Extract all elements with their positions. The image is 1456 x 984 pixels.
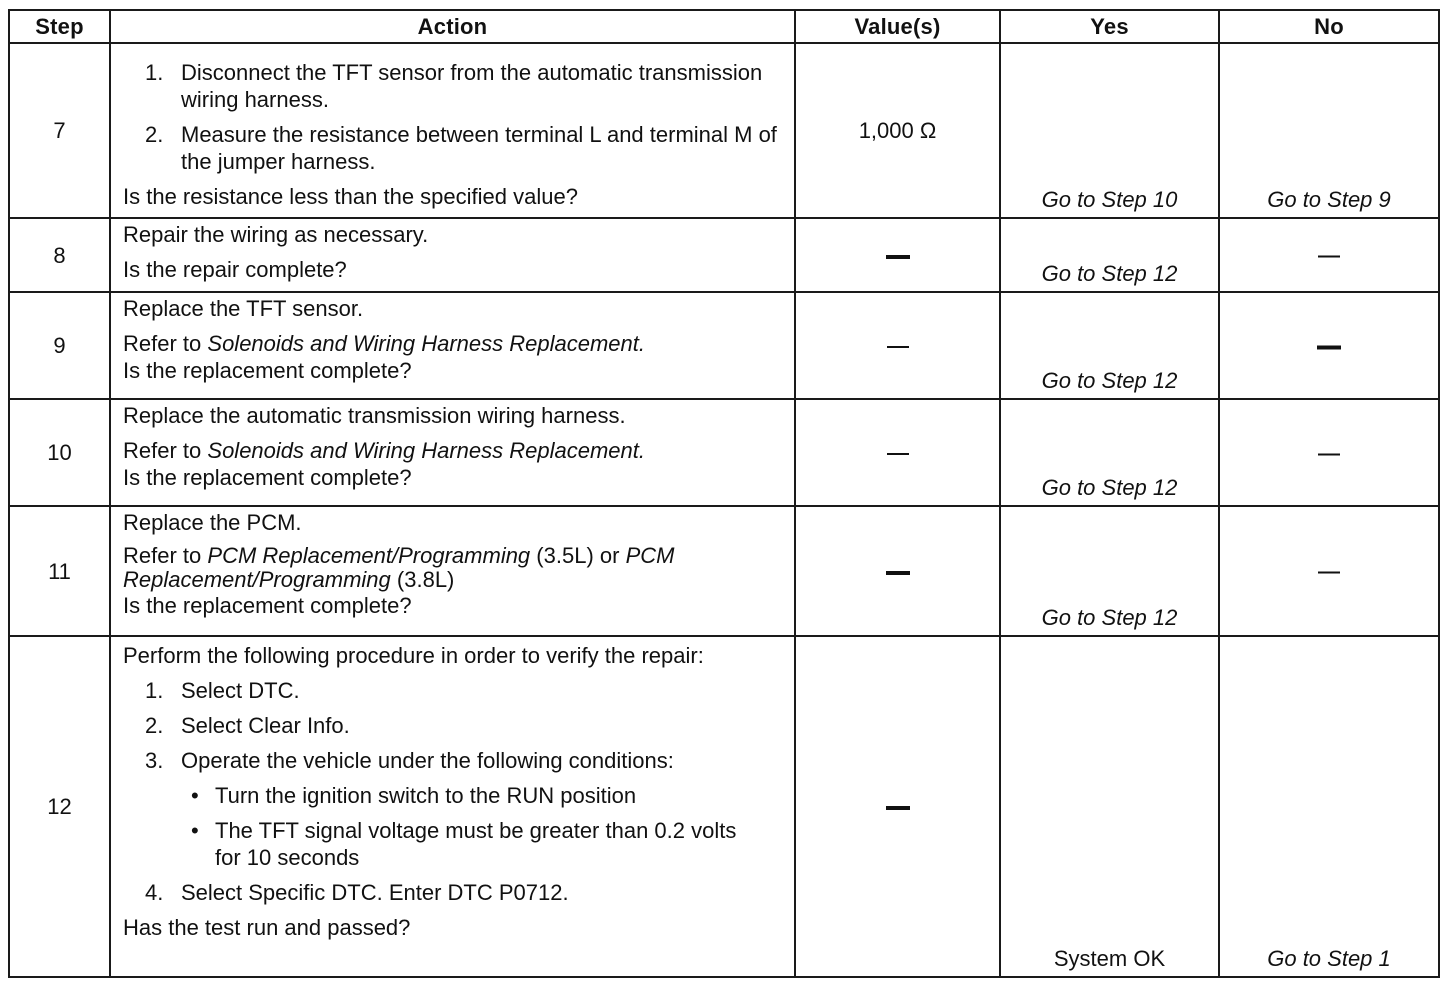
yes-cell <box>1000 506 1219 636</box>
refer-prefix: Refer to <box>123 543 202 568</box>
question-text: Is the replacement complete? <box>123 465 412 490</box>
yes-outcome: Go to Step 12 <box>1041 261 1178 286</box>
question-text: Is the repair complete? <box>123 257 347 282</box>
table-row <box>9 399 1439 506</box>
yes-cell <box>1000 43 1219 218</box>
step-number: 12 <box>9 636 110 977</box>
question-text: Is the replacement complete? <box>123 593 412 618</box>
list-item <box>123 817 786 871</box>
value-cell <box>795 636 1000 977</box>
step-number: 9 <box>9 292 110 399</box>
refer-text <box>123 330 786 357</box>
refer-prefix: Refer to <box>123 331 202 356</box>
yes-outcome: System OK <box>1053 946 1166 971</box>
value-cell: 1,000 Ω <box>795 43 1000 218</box>
diagnostic-table <box>8 9 1440 978</box>
action-cell <box>110 399 795 506</box>
refer-document: PCM Replacement/Programming <box>123 543 675 592</box>
action-cell <box>110 292 795 399</box>
instruction-list <box>123 59 786 175</box>
action-cell <box>110 636 795 977</box>
refer-prefix: Refer to <box>123 438 202 463</box>
action-text: Repair the wiring as necessary. <box>123 222 429 247</box>
item-number: 3. <box>145 748 164 773</box>
no-cell <box>1219 43 1439 218</box>
yes-cell <box>1000 218 1219 292</box>
action-cell <box>110 43 795 218</box>
step-number: 11 <box>9 506 110 636</box>
value-dash <box>886 255 910 259</box>
condition-text: The TFT signal voltage must be greater than 0.2 volts for 10 seconds <box>215 818 737 870</box>
item-text: Select DTC. <box>181 678 300 703</box>
table-row <box>9 506 1439 636</box>
value-cell <box>795 292 1000 399</box>
refer-text <box>123 544 786 592</box>
value-dash <box>886 571 910 575</box>
condition-list <box>123 782 786 871</box>
value-dash <box>886 806 910 810</box>
refer-document: PCM Replacement/Programming <box>207 543 531 568</box>
value-cell <box>795 506 1000 636</box>
header-yes: Yes <box>1000 10 1219 43</box>
item-text: Measure the resistance between terminal L and terminal M of the jumper harness. <box>181 122 777 174</box>
yes-cell <box>1000 399 1219 506</box>
no-cell <box>1219 636 1439 977</box>
table-row <box>9 43 1439 218</box>
item-number: 1. <box>145 60 164 85</box>
refer-text <box>123 437 786 464</box>
no-outcome-dash <box>1220 558 1438 585</box>
value-dash <box>887 346 909 348</box>
item-number: 1. <box>145 678 164 703</box>
yes-cell <box>1000 292 1219 399</box>
list-item <box>123 677 786 704</box>
list-item <box>123 121 786 175</box>
step-number: 8 <box>9 218 110 292</box>
item-text: Select Specific DTC. Enter DTC P0712. <box>181 880 569 905</box>
header-step: Step <box>9 10 110 43</box>
bullet-icon: • <box>191 783 199 808</box>
yes-cell <box>1000 636 1219 977</box>
yes-outcome: Go to Step 10 <box>1041 187 1178 212</box>
step-number: 10 <box>9 399 110 506</box>
no-outcome-dash <box>1220 242 1438 269</box>
action-text: Replace the automatic transmission wiring harness. <box>123 403 626 428</box>
value-dash <box>887 453 909 455</box>
action-cell <box>110 506 795 636</box>
item-number: 2. <box>145 122 164 147</box>
action-text: Replace the TFT sensor. <box>123 296 364 321</box>
table-row <box>9 292 1439 399</box>
no-outcome-dash <box>1220 439 1438 466</box>
table-row <box>9 218 1439 292</box>
header-no: No <box>1219 10 1439 43</box>
action-text: Replace the PCM. <box>123 510 302 535</box>
item-text: Operate the vehicle under the following conditions: <box>181 748 674 773</box>
procedure-intro: Perform the following procedure in order to verify the repair: <box>123 643 704 668</box>
item-number: 2. <box>145 713 164 738</box>
question-text: Is the resistance less than the specified value? <box>123 184 578 209</box>
yes-outcome: Go to Step 12 <box>1041 475 1178 500</box>
list-item <box>123 782 786 809</box>
condition-text: Turn the ignition switch to the RUN position <box>215 783 637 808</box>
refer-document: Solenoids and Wiring Harness Replacement. <box>207 438 645 463</box>
no-outcome: Go to Step 9 <box>1267 187 1391 212</box>
table-row <box>9 636 1439 977</box>
yes-outcome: Go to Step 12 <box>1041 368 1178 393</box>
step-number: 7 <box>9 43 110 218</box>
header-action: Action <box>110 10 795 43</box>
header-values: Value(s) <box>795 10 1000 43</box>
bullet-icon: • <box>191 818 199 843</box>
no-cell <box>1219 292 1439 399</box>
value-cell <box>795 218 1000 292</box>
no-outcome: Go to Step 1 <box>1267 946 1391 971</box>
list-item <box>123 712 786 739</box>
question-text: Has the test run and passed? <box>123 915 411 940</box>
header-row <box>9 10 1439 43</box>
no-cell <box>1219 399 1439 506</box>
item-text: Select Clear Info. <box>181 713 350 738</box>
yes-outcome: Go to Step 12 <box>1041 605 1178 630</box>
refer-document: Solenoids and Wiring Harness Replacement. <box>207 331 645 356</box>
no-outcome-dash <box>1220 332 1438 359</box>
value-cell <box>795 399 1000 506</box>
refer-variant: (3.8L) <box>396 567 455 592</box>
procedure-list <box>123 879 786 906</box>
no-cell <box>1219 506 1439 636</box>
action-cell <box>110 218 795 292</box>
no-cell <box>1219 218 1439 292</box>
item-number: 4. <box>145 880 164 905</box>
list-item <box>123 879 786 906</box>
refer-variant: (3.5L) or <box>536 543 620 568</box>
list-item <box>123 747 786 774</box>
item-text: Disconnect the TFT sensor from the automatic transmission wiring harness. <box>181 60 763 112</box>
list-item <box>123 59 786 113</box>
procedure-list <box>123 677 786 774</box>
question-text: Is the replacement complete? <box>123 358 412 383</box>
